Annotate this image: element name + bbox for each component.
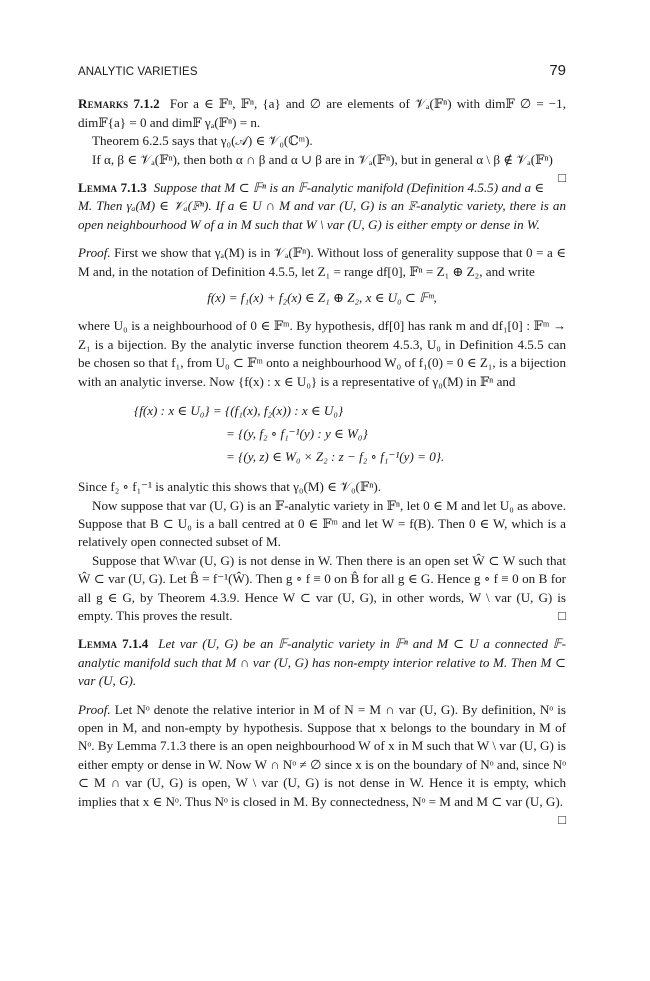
- proof-713: [78, 244, 566, 625]
- equation-2-line-3: = {(y, z) ∈ W₀ × Z₂ : z − f₂ ∘ f₁⁻¹(y) = 0}.: [226, 449, 445, 465]
- remarks-p1: For a ∈ 𝔽ⁿ, 𝔽ⁿ, {a} and ∅ are elements of 𝒱ₐ(𝔽ⁿ) with dim𝔽 ∅ = −1, dim𝔽{a} = 0 and dim𝔽 γₐ(𝔽ⁿ) = n.: [78, 96, 566, 130]
- qed-symbol: □: [558, 170, 566, 186]
- page: [78, 62, 566, 829]
- page-number: 79: [549, 62, 566, 79]
- remarks-number: 7.1.2: [133, 96, 160, 112]
- proof-text: Let Nᵒ denote the relative interior in M of N = M ∩ var (U, G). By definition, Nᵒ is open in M, and non-empty by hypothesis. Suppose that x belongs to the boundary in M of Nᵒ. By Lemma 7.1.3 there is an open neighbourhood W of x in M such that W \ var (U, G) is either empty or dense in W. Now W ∩ Nᵒ ≠ ∅ since x is on the boundary of Nᵒ and, since Nᵒ ⊂ M ∩ var (U, G) is open, W \ var (U, G) is not dense in W. Hence it is empty, which implies that x ∈ Nᵒ. Thus Nᵒ is closed in M. By connectedness, Nᵒ = M and M ⊂ var (U, G).: [78, 701, 566, 809]
- remarks-p3: If α, β ∈ 𝒱ₐ(𝔽ⁿ), then both α ∩ β and α ∪ β are in 𝒱ₐ(𝔽ⁿ), but in general α \ β ∉ 𝒱ₐ(𝔽ⁿ): [92, 151, 553, 167]
- proof-p4: Now suppose that var (U, G) is an 𝔽-analytic variety in 𝔽ⁿ, let 0 ∈ M and let U₀ as above. Suppose that B ⊂ U₀ is a ball centred at 0 ∈ 𝔽ᵐ and let W = f(B). Then 0 ∈ W, which is a relatively open connected subset of M.: [78, 497, 566, 550]
- lemma-713: [78, 179, 566, 234]
- remarks-p2: Theorem 6.2.5 says that γ₀(𝒜) ∈ 𝒱₀(ℂᵐ).: [92, 133, 313, 149]
- page-header: [78, 62, 566, 81]
- equation-2-line-1: {f(x) : x ∈ U₀} = {(f₁(x), f₂(x)) : x ∈ U₀}: [134, 403, 344, 419]
- proof-p3: Since f₂ ∘ f₁⁻¹ is analytic this shows that γ₀(M) ∈ 𝒱₀(𝔽ⁿ).: [78, 479, 381, 495]
- equation-1: f(x) = f₁(x) + f₂(x) ∈ Z₁ ⊕ Z₂, x ∈ U₀ ⊂ 𝔽ᵐ,: [207, 290, 437, 306]
- lemma-statement: Suppose that M ⊂ 𝔽ⁿ is an 𝔽-analytic manifold (Definition 4.5.5) and a ∈ M. Then γₐ(M) ∈ 𝒱ₐ(𝔽ⁿ). If a ∈ U ∩ M and var (U, G) is an 𝔽-analytic variety, there is an open neighbourhood W of a in M such that W \ var (U, G) is either empty or dense in W.: [78, 180, 566, 232]
- proof-p5: Suppose that W\var (U, G) is not dense in W. Then there is an open set Ŵ ⊂ W such that Ŵ ⊂ var (U, G). Let B̂ = f⁻¹(Ŵ). Then g ∘ f ≡ 0 on B̂ for all g ∈ G. Hence g ∘ f ≡ 0 on B for all g ∈ G, by Theorem 4.3.9. Hence W ⊂ var (U, G), in other words, W \ var (U, G) is empty. This proves the result.: [78, 552, 566, 623]
- lemma-number: 7.1.3: [120, 180, 147, 196]
- lemma-number: 7.1.4: [122, 636, 149, 652]
- lemma-714: [78, 635, 566, 690]
- proof-label: Proof.: [78, 245, 111, 261]
- remarks-label: Remarks: [78, 96, 129, 112]
- proof-714: [78, 701, 566, 827]
- running-head: ANALYTIC VARIETIES: [78, 66, 198, 78]
- proof-p2: where U₀ is a neighbourhood of 0 ∈ 𝔽ᵐ. By hypothesis, df[0] has rank m and df₁[0] : 𝔽ᵐ → Z₁ is a bijection. By the analytic inverse function theorem 4.5.3, U₀ in Definition 4.5.5 can be chosen so that f₁, from U₀ ⊂ 𝔽ᵐ onto a neighbourhood W₀ of f₁(0) = 0 ∈ Z₁, is a bijection with an analytic inverse. Now {f(x) : x ∈ U₀} is a representative of γ₀(M) in 𝔽ⁿ and: [78, 318, 566, 389]
- equation-2-line-2: = {(y, f₂ ∘ f₁⁻¹(y) : y ∈ W₀}: [226, 426, 368, 442]
- remarks-block: [78, 95, 566, 186]
- lemma-label: Lemma: [78, 180, 118, 196]
- qed-symbol: □: [558, 812, 566, 827]
- proof-p1: First we show that γₐ(M) is in 𝒱ₐ(𝔽ⁿ). Without loss of generality suppose that 0 = a ∈ M and, in the notation of Definition 4.5.5, let Z₁ = range df[0], 𝔽ⁿ = Z₁ ⊕ Z₂, and write: [78, 245, 566, 279]
- qed-symbol: □: [558, 607, 566, 623]
- lemma-label: Lemma: [78, 636, 118, 652]
- lemma-statement: Let var (U, G) be an 𝔽-analytic variety in 𝔽ⁿ and M ⊂ U a connected 𝔽-analytic manifold such that M ∩ var (U, G) has non-empty interior relative to M. Then M ⊂ var (U, G).: [78, 636, 566, 689]
- proof-label: Proof.: [78, 701, 111, 717]
- equation-2: [134, 399, 566, 468]
